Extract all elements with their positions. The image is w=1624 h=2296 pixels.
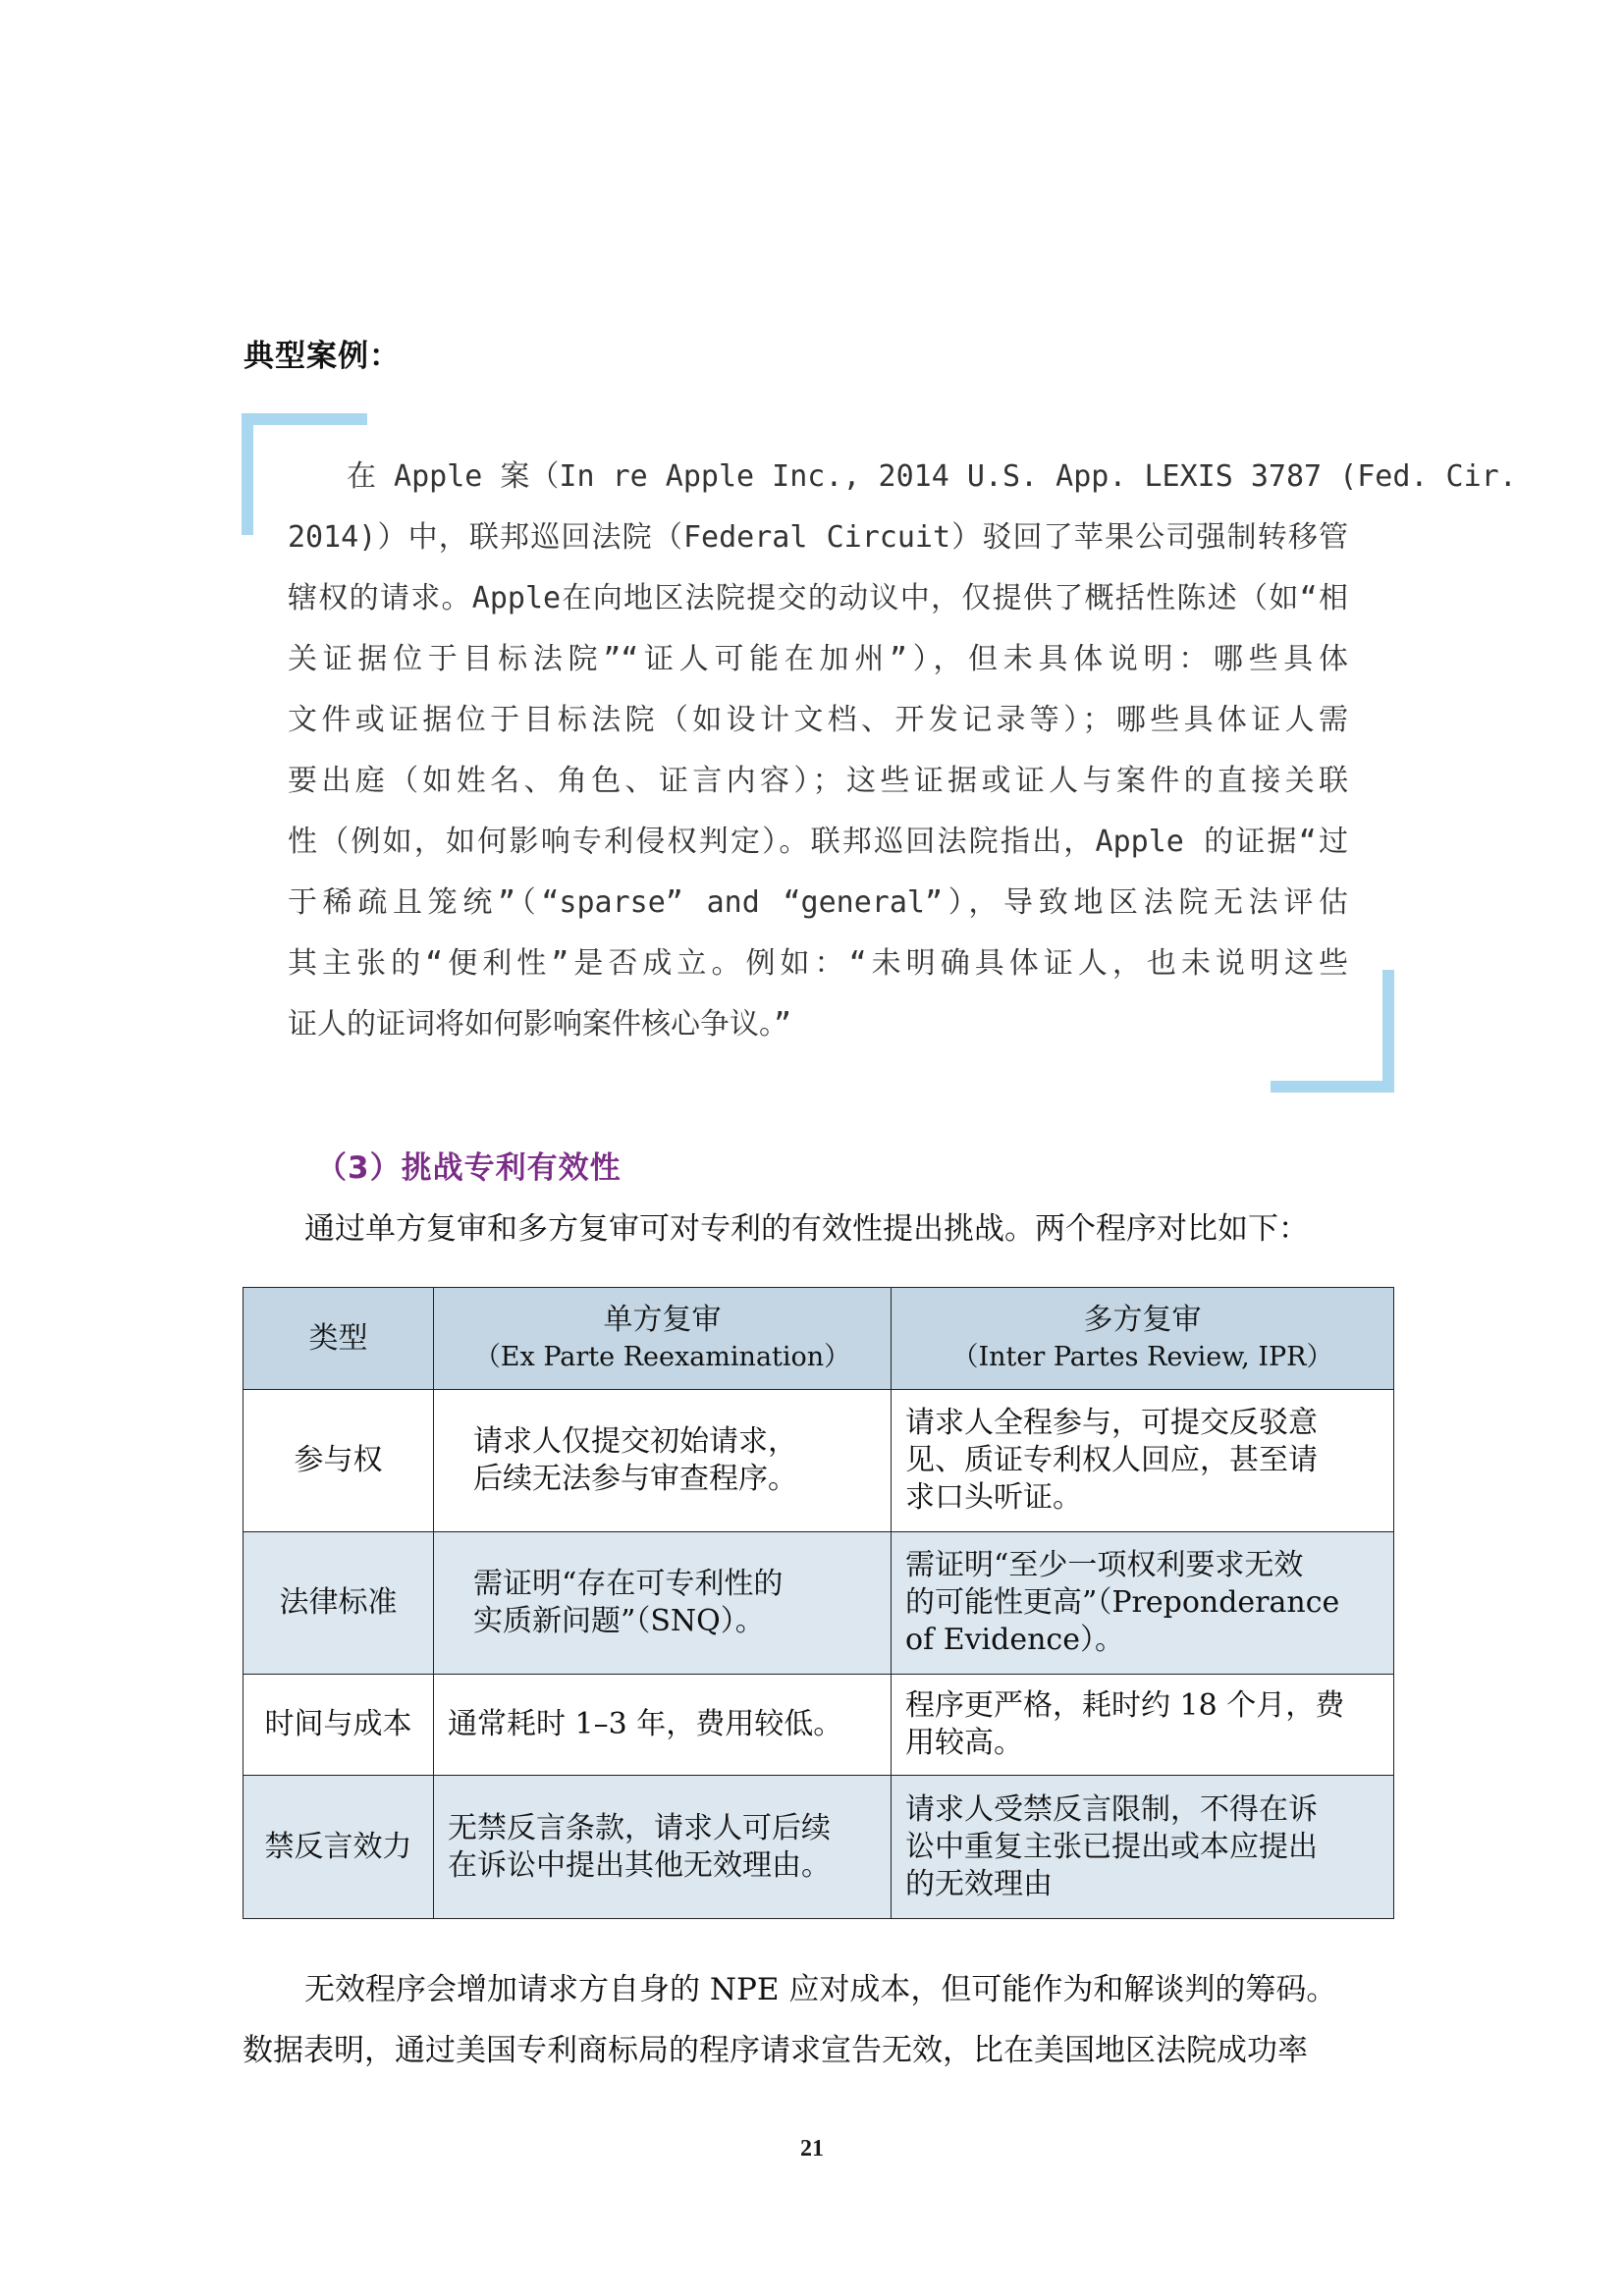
header-ex-parte (434, 1288, 892, 1390)
quote-line: 其主张的“便利性”是否成立。例如：“未明确具体证人，也未说明这些 (288, 946, 1348, 981)
table-row (244, 1675, 1394, 1776)
row-ipr-cell (892, 1390, 1394, 1532)
row-category: 禁反言效力 (244, 1776, 434, 1919)
row-ex-parte-cell (434, 1675, 892, 1776)
header-ex-parte-sub: （Ex Parte Reexamination） (473, 1341, 851, 1372)
quote-line: 文件或证据位于目标法院（如设计文档、开发记录等）；哪些具体证人需 (288, 703, 1348, 737)
row-ex-parte-cell (434, 1390, 892, 1532)
row-category: 时间与成本 (244, 1675, 434, 1776)
table-row (244, 1776, 1394, 1919)
page-number: 21 (800, 2136, 824, 2162)
quote-line: 关证据位于目标法院”“证人可能在加州”），但未具体说明：哪些具体 (288, 642, 1348, 676)
cell-line: of Evidence）。 (905, 1623, 1124, 1657)
section-title: （3）挑战专利有效性 (316, 1150, 622, 1186)
cell-line: 程序更严格，耗时约 18 个月，费 (905, 1688, 1345, 1723)
quote-line: 要出庭（如姓名、角色、证言内容）；这些证据或证人与案件的直接关联 (288, 764, 1348, 798)
row-ex-parte-cell (434, 1776, 892, 1919)
row-ipr-cell (892, 1776, 1394, 1919)
cell-line: 无禁反言条款，请求人可后续 (448, 1810, 831, 1845)
comparison-table (243, 1287, 1394, 1919)
quote-line: 于稀疏且笼统”（“sparse” and “general”），导致地区法院无法评估 (288, 885, 1348, 920)
row-category: 参与权 (244, 1390, 434, 1532)
quote-line: 证人的证词将如何影响案件核心争议。” (288, 1007, 792, 1041)
header-ipr (892, 1288, 1394, 1390)
cell-line: 的无效理由 (905, 1866, 1053, 1901)
cell-line: 通常耗时 1–3 年，费用较低。 (448, 1707, 843, 1741)
cell-line: 请求人全程参与，可提交反驳意 (905, 1406, 1318, 1440)
table-row (244, 1390, 1394, 1532)
row-ipr-cell (892, 1532, 1394, 1675)
row-ex-parte-cell (434, 1532, 892, 1675)
section-intro: 通过单方复审和多方复审可对专利的有效性提出挑战。两个程序对比如下： (304, 1211, 1309, 1247)
cell-line: 实质新问题”（SNQ）。 (473, 1604, 765, 1638)
quote-bracket-bottom-right-vertical (1382, 970, 1394, 1093)
cell-line: 需证明“存在可专利性的 (473, 1567, 784, 1601)
case-heading: 典型案例： (244, 339, 401, 374)
quote-bracket-top-left-vertical (242, 413, 253, 535)
cell-line: 后续无法参与审查程序。 (473, 1462, 797, 1496)
cell-line: 请求人仅提交初始请求， (473, 1424, 797, 1459)
cell-line: 求口头听证。 (905, 1480, 1082, 1515)
cell-line: 在诉讼中提出其他无效理由。 (448, 1847, 831, 1883)
quote-bracket-bottom-right (1271, 1081, 1394, 1093)
cell-line: 需证明“至少一项权利要求无效 (905, 1548, 1304, 1582)
quote-line: 2014)）中，联邦巡回法院（Federal Circuit）驳回了苹果公司强制转移管 (288, 520, 1348, 555)
header-ipr-sub: （Inter Partes Review, IPR） (951, 1341, 1333, 1372)
table-header-row (244, 1288, 1394, 1390)
cell-line: 讼中重复主张已提出或本应提出 (905, 1829, 1318, 1864)
quote-line: 在 Apple 案（In re Apple Inc., 2014 U.S. App. LEXIS 3787 (Fed. Cir. (288, 459, 1517, 494)
closing-paragraph-line: 无效程序会增加请求方自身的 NPE 应对成本，但可能作为和解谈判的筹码。 (304, 1972, 1337, 2007)
cell-line: 见、质证专利权人回应，甚至请 (905, 1443, 1318, 1477)
header-type: 类型 (244, 1288, 434, 1390)
cell-line: 请求人受禁反言限制，不得在诉 (905, 1791, 1318, 1827)
row-ipr-cell (892, 1675, 1394, 1776)
header-ex-parte-title: 单方复审 (603, 1302, 722, 1337)
cell-line: 的可能性更高”（Preponderance (905, 1585, 1340, 1620)
closing-paragraph-line: 数据表明，通过美国专利商标局的程序请求宣告无效，比在美国地区法院成功率 (243, 2033, 1308, 2068)
row-category: 法律标准 (244, 1532, 434, 1675)
quote-line: 辖权的请求。Apple在向地区法院提交的动议中，仅提供了概括性陈述（如“相 (288, 581, 1348, 615)
table-row (244, 1532, 1394, 1675)
cell-line: 用较高。 (905, 1726, 1023, 1760)
quote-line: 性（例如，如何影响专利侵权判定）。联邦巡回法院指出，Apple 的证据“过 (288, 825, 1348, 859)
quote-bracket-top-left (242, 413, 367, 425)
header-ipr-title: 多方复审 (1083, 1302, 1202, 1337)
